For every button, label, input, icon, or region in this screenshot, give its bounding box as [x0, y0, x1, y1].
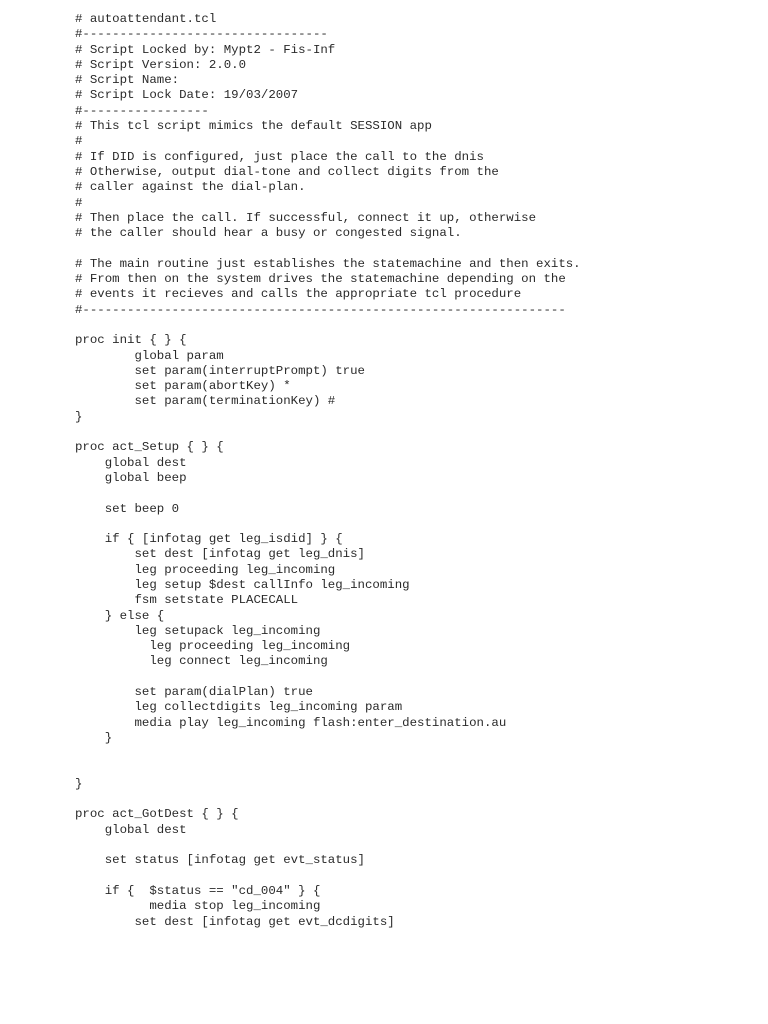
code-line: }	[75, 409, 83, 424]
code-line: if { [infotag get leg_isdid] } {	[75, 532, 343, 547]
code-line: #---------------------------------	[75, 27, 328, 42]
code-line: fsm setstate PLACECALL	[75, 593, 299, 608]
code-line: # caller against the dial-plan.	[75, 180, 306, 195]
code-line: if { $status == "cd_004" } {	[75, 883, 321, 898]
code-line: media play leg_incoming flash:enter_destination.au	[75, 715, 507, 730]
code-line: set dest [infotag get leg_dnis]	[75, 547, 365, 562]
code-line: set param(abortKey) *	[75, 379, 291, 394]
code-line	[75, 670, 755, 685]
code-line	[75, 517, 755, 532]
code-line: # This tcl script mimics the default SESSION app	[75, 119, 432, 134]
code-line: set param(dialPlan) true	[75, 685, 313, 700]
code-line: set beep 0	[75, 501, 180, 516]
code-line: #	[75, 195, 83, 210]
code-line: global dest	[75, 822, 187, 837]
code-line: set status [infotag get evt_status]	[75, 853, 365, 868]
code-line: # Script Locked by: Mypt2 - Fis-Inf	[75, 42, 336, 57]
code-listing	[75, 12, 755, 930]
code-line: leg collectdigits leg_incoming param	[75, 700, 403, 715]
code-line	[75, 869, 755, 884]
code-line: # The main routine just establishes the statemachine and then exits.	[75, 256, 581, 271]
code-line: #	[75, 134, 83, 149]
code-line: # autoattendant.tcl	[75, 12, 217, 26]
code-line: proc act_Setup { } {	[75, 440, 224, 455]
code-line: global param	[75, 348, 224, 363]
code-line	[75, 486, 755, 501]
code-line: # Script Name:	[75, 73, 180, 88]
code-line: leg proceeding leg_incoming	[75, 639, 351, 654]
code-line: set param(interruptPrompt) true	[75, 363, 365, 378]
code-line: proc act_GotDest { } {	[75, 807, 239, 822]
code-line: # events it recieves and calls the appropriate tcl procedure	[75, 287, 522, 302]
code-line: set dest [infotag get evt_dcdigits]	[75, 914, 395, 929]
code-line: } else {	[75, 608, 165, 623]
code-line: # the caller should hear a busy or congested signal.	[75, 226, 462, 241]
code-line: set param(terminationKey) #	[75, 394, 336, 409]
code-line: #-----------------------------------------------------------------	[75, 302, 566, 317]
code-line	[75, 241, 755, 256]
code-line	[75, 318, 755, 333]
code-line: # Script Lock Date: 19/03/2007	[75, 88, 299, 103]
code-line: # Otherwise, output dial-tone and collect digits from the	[75, 164, 499, 179]
code-line: }	[75, 776, 83, 791]
code-line	[75, 792, 755, 807]
code-line: global dest	[75, 455, 187, 470]
code-line: # From then on the system drives the statemachine depending on the	[75, 272, 566, 287]
code-line: #-----------------	[75, 103, 209, 118]
code-line: leg setupack leg_incoming	[75, 623, 321, 638]
code-line	[75, 838, 755, 853]
code-line: leg setup $dest callInfo leg_incoming	[75, 577, 410, 592]
code-line: media stop leg_incoming	[75, 899, 321, 914]
code-line	[75, 425, 755, 440]
code-line: # Then place the call. If successful, connect it up, otherwise	[75, 210, 537, 225]
code-line: leg proceeding leg_incoming	[75, 562, 336, 577]
code-line: }	[75, 730, 113, 745]
code-line: proc init { } {	[75, 333, 187, 348]
code-line: global beep	[75, 470, 187, 485]
code-line	[75, 746, 755, 761]
code-line: # If DID is configured, just place the call to the dnis	[75, 149, 484, 164]
code-line: leg connect leg_incoming	[75, 654, 328, 669]
code-line: # Script Version: 2.0.0	[75, 57, 247, 72]
code-line	[75, 762, 755, 777]
